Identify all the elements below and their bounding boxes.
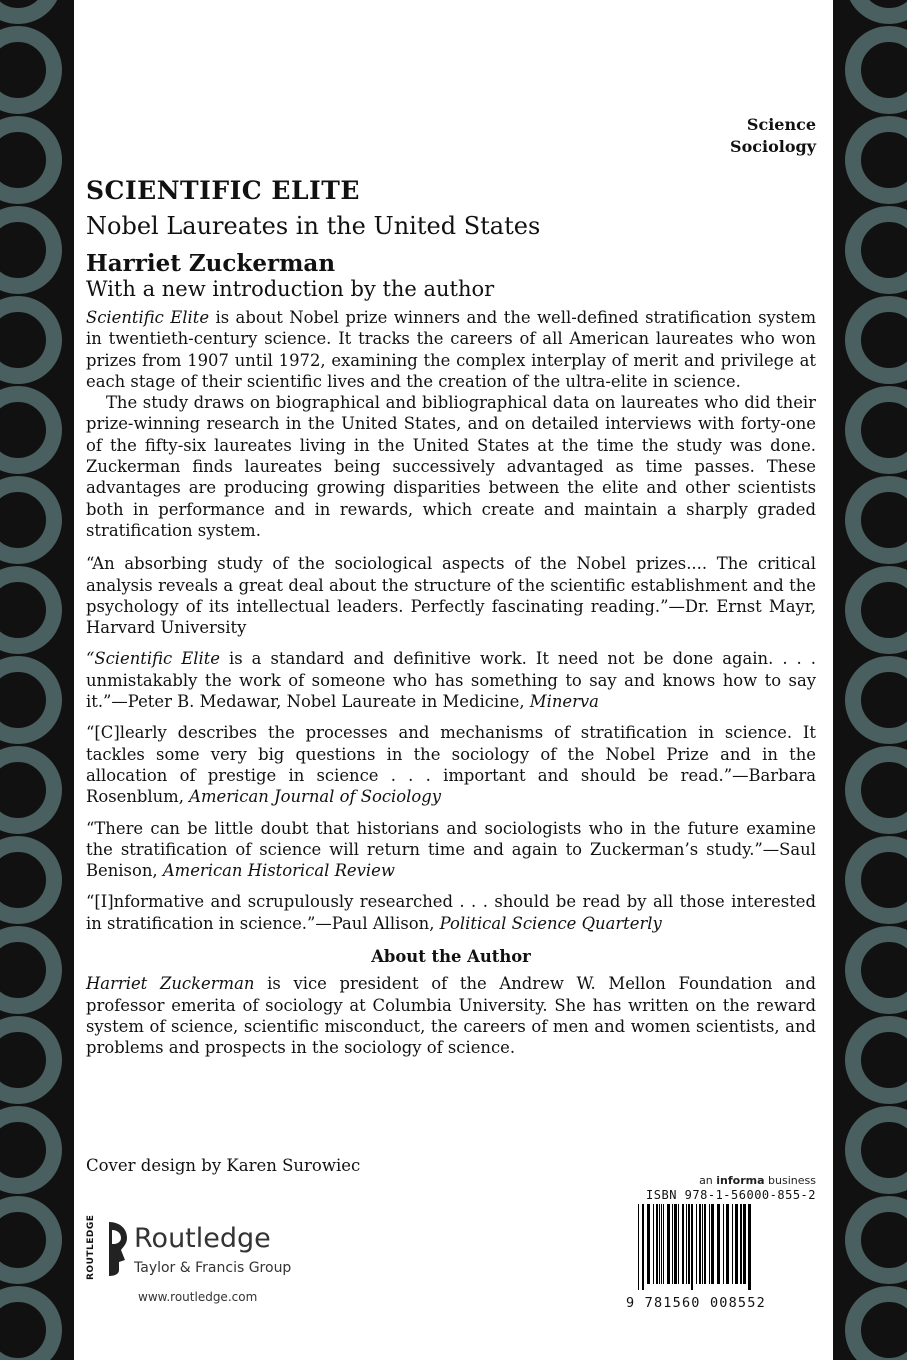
- barcode-bar: [678, 1204, 679, 1284]
- decorative-ring: [853, 0, 907, 16]
- decorative-ring: [0, 844, 54, 916]
- review-quote-1: [86, 553, 816, 638]
- barcode-bar: [702, 1204, 703, 1284]
- description-paragraph-1: [86, 307, 816, 392]
- decorative-ring: [0, 124, 54, 196]
- barcode-digits: 9 781560 008552: [626, 1295, 766, 1311]
- decorative-ring: [853, 754, 907, 826]
- review-2-text: is a standard and definitive work. It need not be done again. . . . unmistakably the work of someone who has something to say and knows how to say it.”—Peter B. Medawar, Nobel Laureate in Medicine,: [86, 649, 816, 712]
- barcode-bar: [732, 1204, 733, 1284]
- decorative-ring: [0, 754, 54, 826]
- review-2-lead: “Scientific Elite: [86, 649, 220, 669]
- informa-brand: informa: [716, 1174, 765, 1187]
- review-4-source: American Historical Review: [162, 861, 395, 881]
- routledge-head-icon: [103, 1220, 131, 1280]
- decorative-ring: [853, 1114, 907, 1186]
- barcode-bar: [682, 1204, 684, 1284]
- category-sociology: Sociology: [730, 137, 816, 156]
- publisher-group: Taylor & Francis Group: [134, 1260, 292, 1276]
- review-3-source: American Journal of Sociology: [189, 787, 442, 807]
- barcode-bar: [748, 1204, 751, 1290]
- isbn-number: ISBN 978-1-56000-855-2: [646, 1188, 816, 1202]
- book-subtitle: Nobel Laureates in the United States: [86, 212, 541, 240]
- right-decorative-border: [833, 0, 907, 1360]
- decorative-ring: [0, 664, 54, 736]
- decorative-ring: [853, 1294, 907, 1360]
- barcode-bar: [743, 1204, 746, 1284]
- barcode-bar: [696, 1204, 697, 1284]
- barcode-bar: [726, 1204, 729, 1284]
- review-quote-3: [86, 722, 816, 807]
- barcode-bar: [686, 1204, 687, 1284]
- decorative-ring: [853, 1024, 907, 1096]
- barcode-bar: [709, 1204, 710, 1284]
- barcode-bar: [735, 1204, 738, 1284]
- about-author-heading: About the Author: [371, 947, 531, 967]
- informa-suffix: business: [764, 1174, 816, 1187]
- review-5-source: Political Science Quarterly: [439, 913, 662, 933]
- decorative-ring: [0, 484, 54, 556]
- routledge-vertical-mark: ROUTLEDGE: [86, 1214, 96, 1280]
- decorative-ring: [853, 124, 907, 196]
- decorative-ring: [0, 574, 54, 646]
- decorative-ring: [0, 0, 54, 16]
- review-4-text: “There can be little doubt that historians and sociologists who in the future examine the stratification of science will return time and again to Zuckerman’s study.”—Saul Benison,: [86, 818, 816, 881]
- informa-prefix: an: [699, 1174, 717, 1187]
- decorative-ring: [0, 1294, 54, 1360]
- left-ring-pattern: [0, 0, 74, 1360]
- decorative-ring: [0, 394, 54, 466]
- barcode-bar: [704, 1204, 706, 1284]
- barcode-bar: [642, 1204, 644, 1290]
- decorative-ring: [0, 214, 54, 286]
- review-5-text: “[I]nformative and scrupulously researched . . . should be read by all those interested in stratification in science.”—Paul Allison,: [86, 892, 816, 933]
- decorative-ring: [853, 934, 907, 1006]
- barcode-bar: [723, 1204, 724, 1284]
- barcode-bar: [653, 1204, 654, 1284]
- decorative-ring: [853, 214, 907, 286]
- decorative-ring: [0, 1024, 54, 1096]
- decorative-ring: [853, 394, 907, 466]
- about-author-paragraph: [86, 973, 816, 1058]
- barcode-bar: [647, 1204, 650, 1284]
- about-author-name: Harriet Zuckerman: [86, 974, 255, 994]
- barcode-bar: [672, 1204, 673, 1284]
- description-body: [86, 307, 816, 1059]
- barcode-bar: [691, 1204, 693, 1290]
- review-quote-5: [86, 891, 816, 934]
- decorative-ring: [853, 844, 907, 916]
- review-quote-4: [86, 818, 816, 882]
- barcode-bar: [674, 1204, 677, 1284]
- review-2-source: Minerva: [529, 692, 599, 712]
- isbn-barcode: [626, 1188, 816, 1310]
- intro-note: With a new introduction by the author: [86, 277, 495, 301]
- right-ring-pattern: [833, 0, 907, 1360]
- review-quote-2: [86, 648, 816, 712]
- barcode-bar: [740, 1204, 742, 1284]
- decorative-ring: [853, 1204, 907, 1276]
- barcode-bar: [663, 1204, 664, 1284]
- cover-design-credit: Cover design by Karen Surowiec: [86, 1156, 361, 1175]
- decorative-ring: [0, 934, 54, 1006]
- book-author: Harriet Zuckerman: [86, 250, 336, 277]
- decorative-ring: [853, 484, 907, 556]
- decorative-ring: [853, 34, 907, 106]
- barcode-bar: [711, 1204, 714, 1284]
- category-science: Science: [746, 115, 816, 134]
- back-cover-content: [86, 0, 816, 1360]
- decorative-ring: [0, 34, 54, 106]
- barcode-bar: [688, 1204, 690, 1284]
- barcode-bar: [656, 1204, 658, 1284]
- barcode-bar: [717, 1204, 720, 1284]
- decorative-ring: [853, 304, 907, 376]
- review-3-text: “[C]learly describes the processes and mechanisms of stratification in science. It tackles some very big questions in the sociology of the Nobel Prize and in the allocation of prestige in science . . . important and should be read.”—Barbara Rosenblum,: [86, 723, 816, 807]
- left-decorative-border: [0, 0, 74, 1360]
- barcode-bar: [699, 1204, 701, 1284]
- decorative-ring: [0, 1114, 54, 1186]
- about-author-text: is vice president of the Andrew W. Mellon Foundation and professor emerita of sociology at Columbia University. She has written on the reward system of science, scientific misconduct, the careers of men and women scientists, and problems and prospects in the sociology of science.: [86, 974, 816, 1058]
- publisher-url[interactable]: www.routledge.com: [138, 1290, 258, 1304]
- review-1-text: “An absorbing study of the sociological aspects of the Nobel prizes.... The critical analysis reveals a great deal about the structure of the scientific establishment and the psychology of its intellectual leaders. Perfectly fascinating reading.”—Dr. Ernst Mayr, Harvard University: [86, 554, 816, 638]
- barcode-bars: [626, 1202, 816, 1290]
- description-paragraph-2: The study draws on biographical and bibliographical data on laureates who did their prize-winning research in the United States, and on detailed interviews with forty-one of the fifty-six laureates living in the United States at the time the study was done. Zuckerman finds laureates being successively advantaged as time passes. These advantages are producing growing disparities between the elite and other scientists both in performance and in rewards, which create and maintain a sharply graded stratification system.: [86, 393, 816, 540]
- barcode-bar: [659, 1204, 660, 1284]
- decorative-ring: [853, 664, 907, 736]
- informa-tagline: [699, 1174, 816, 1187]
- barcode-bar: [661, 1204, 662, 1284]
- book-title: SCIENTIFIC ELITE: [86, 176, 360, 205]
- description-p1-text: is about Nobel prize winners and the well-defined stratification system in twentieth-century science. It tracks the careers of all American laureates who won prizes from 1907 until 1972, examining the complex interplay of merit and privilege at each stage of their scientific lives and the creation of the ultra-elite in science.: [86, 308, 816, 391]
- decorative-ring: [0, 1204, 54, 1276]
- publisher-name: Routledge: [134, 1223, 271, 1254]
- barcode-bar: [638, 1204, 639, 1290]
- barcode-bar: [667, 1204, 670, 1284]
- publisher-logo: [86, 1214, 346, 1318]
- category-labels: [730, 114, 816, 158]
- decorative-ring: [0, 304, 54, 376]
- decorative-ring: [853, 574, 907, 646]
- description-title-italic: Scientific Elite: [86, 308, 210, 327]
